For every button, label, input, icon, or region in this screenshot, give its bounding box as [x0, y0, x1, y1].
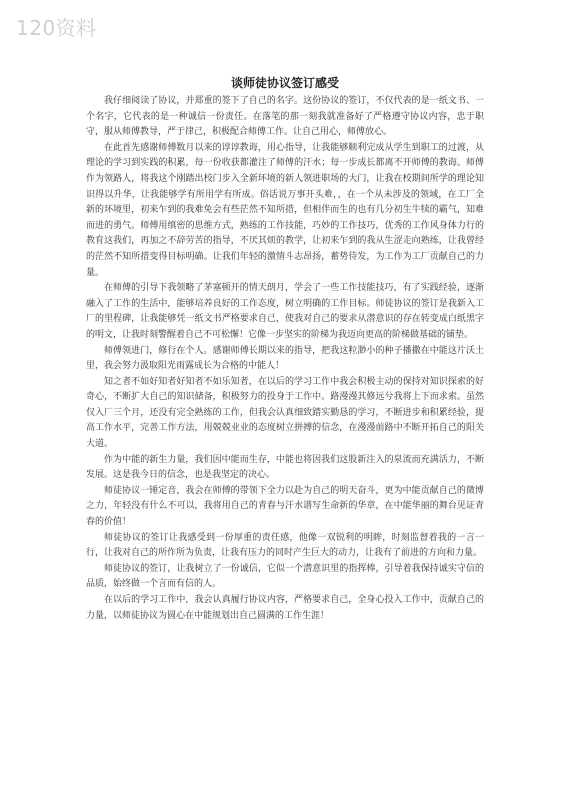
- paragraph: 师傅领进门，修行在个人。感谢师傅长期以来的指导，把我这粒渺小的种子播撒在中能这片沃土里，我会努力汲取阳光雨露成长为合格的中能人！: [86, 345, 484, 372]
- paragraph: 师徒协议一锤定音，我会在师傅的带领下全力以赴为自己的明天奋斗，更为中能贡献自己的微博之力，年轻没有什么不可以，我将用自己的青春与汗水谱写生命新的华章，在中能华丽的舞台见证青春的价值！: [86, 485, 484, 528]
- paragraph: 我仔细阅读了协议，并郑重的签下了自己的名字。这份协议的签订，不仅代表的是一纸文书、一个名字，它代表的是一种诚信一份责任。在落笔的那一刻我就准备好了严格遵守协议内容，忠于职守，服从师傅教导，严于律己，积极配合师傅工作。让自己用心，师傅放心。: [86, 96, 484, 138]
- paragraph: 在此首先感谢师傅数月以来的谆谆教诲，用心指导，让我能够顺利完成从学生到职工的过渡，从理论的学习到实践的积累，每一份收获都灌注了师傅的汗水；每一步成长都离不开师傅的教诲。师傅作为领路人，将我这个刚踏出校门步入全新环境的新人领进职场的大门，让我在校期间所学的理论知识得以升华，让我能够学有所用学有所成。俗话说万事开头难，，在一个从未涉及的领域，在工厂全新的环境里，初来乍到的我难免会有些茫然不知所措，但相伴而生的也有几分初生牛犊的霸气，知难而进的勇气。师傅用缜密的思维方式，熟练的工作技能，巧妙的工作技巧，优秀的工作风身体力行的教育这我们，再加之不辞劳苦的指导，不厌其烦的教学，让初来乍到的我从生涩走向熟练，让我曾经的茫然不知所措变得目标明确。让我们年轻的激情斗志昂扬，蓄势待发，为工作为工厂贡献自己的力量。: [86, 142, 484, 278]
- watermark-logo: 120资料: [16, 16, 97, 40]
- paragraph: 师徒协议的签订让我感受到一份厚重的责任感，他像一双锐利的明眸，时刻监督着我的一言一行，让我对自己的所作所为负责，让我有压力的同时产生巨大的动力，让我有了前进的方向和力量。: [86, 532, 484, 559]
- document-page: [86, 74, 484, 624]
- paragraph: 作为中能的新生力量，我们因中能而生存，中能也将因我们这股新注入的泉流而充满活力，不断发展。这是我今日的信念，也是我坚定的决心。: [86, 454, 484, 481]
- paragraph: 在以后的学习工作中，我会认真履行协议内容，严格要求自己，全身心投入工作中，贡献自己的力量，以师徒协议为圆心在中能规划出自己圆满的工作生涯！: [86, 595, 484, 621]
- paragraph: 在师傅的引导下我领略了茅塞顿开的情天朗月，学会了一些工作技能技巧，有了实践经验，逐渐融入了工作的生活中，能够培养良好的工作态度，树立明确的工作目标。师徒协议的签订是我新入工厂的里程碑，让我能够凭一纸文书严格要求自己，使我对自己的要求从潜意识的存在转变成白纸黑字的明文，让我时刻警醒着自己不可松懈！它像一步坚实的阶梯为我迈向更高的阶梯做基础的铺垫。: [86, 283, 484, 340]
- paragraph: 师徒协议的签订，让我树立了一份诚信，它似一个潜意识里的指挥棒，引导着我保持诚实守信的品质，始终做一个言而有信的人。: [86, 563, 484, 590]
- paragraph: 知之者不如好知者好知者不如乐知者，在以后的学习工作中我会积极主动的保持对知识探索的好奇心，不断扩大自己的知识储备，积极努力的投身于工作中。路漫漫其修远兮我将上下而求索。虽然仅入厂三个月，还没有完全熟练的工作，但我会认真细致踏实勤恳的学习，不断进步和积累经验，提高工作水平，完善工作方法，用兢兢业业的态度树立拼搏的信念，在漫漫前路中不断开拓自己的阳关大道。: [86, 376, 484, 450]
- document-title: 谈师徒协议签订感受: [230, 76, 339, 90]
